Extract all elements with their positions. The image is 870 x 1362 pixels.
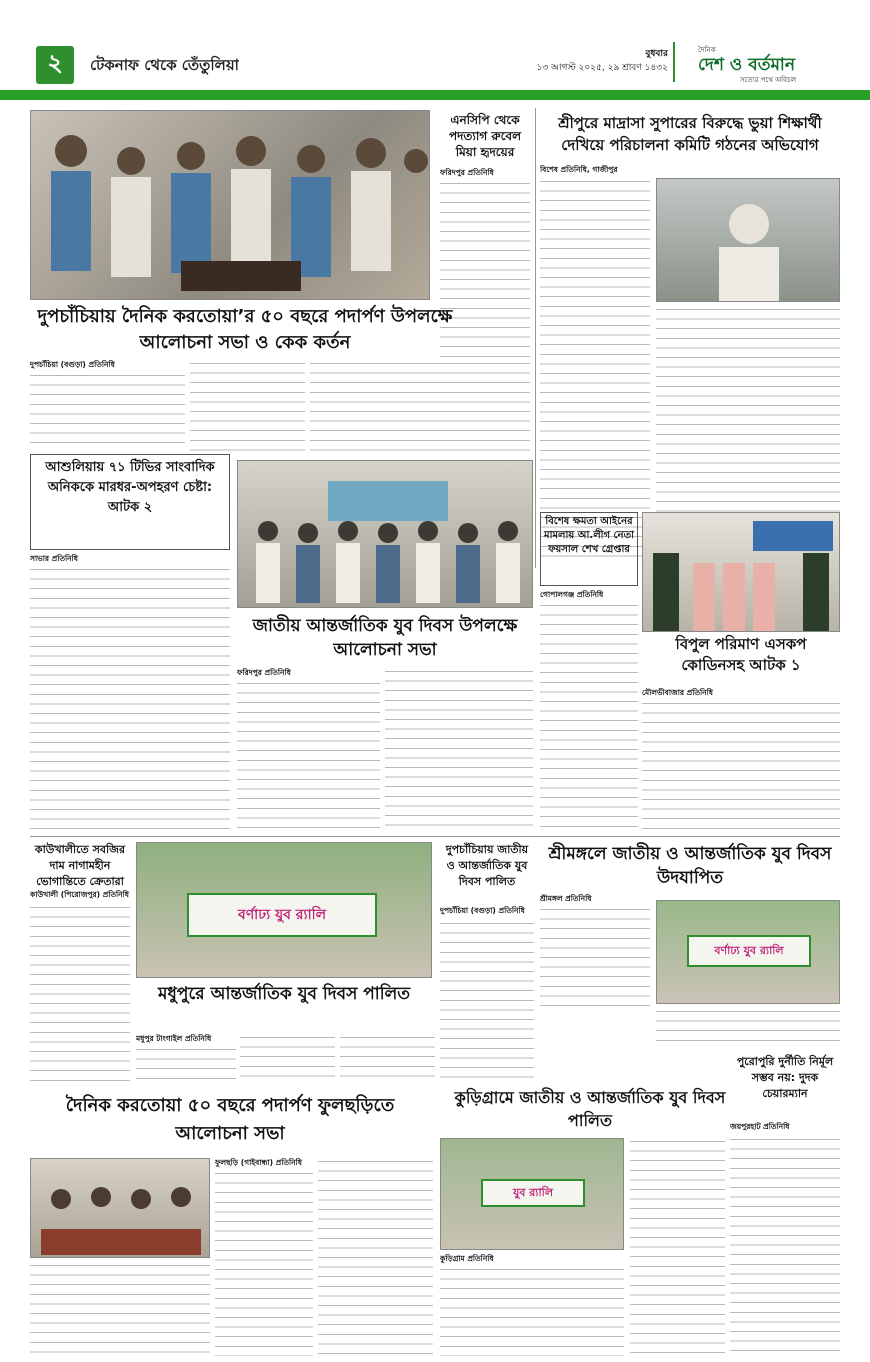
- sreemangal-photo: [656, 900, 840, 1004]
- sreemangal-body2: [656, 1008, 840, 1048]
- madhupur-headline: মধুপুরে আন্তর্জাতিক যুব দিবস পালিত: [157, 984, 411, 1004]
- kauliti-headline: কাউখালীতে সবজির দাম নাগামহীন ভোগান্তিতে ক্রেতারা: [34, 843, 126, 888]
- fulchhari-byline: ফুলছড়ি (গাইবান্ধা) প্রতিনিধি: [215, 1158, 302, 1167]
- sripur-body-col1: [540, 178, 650, 558]
- kurigram-body1: [440, 1266, 624, 1356]
- puraputi-byline: জয়পুরহাট প্রতিনিধি: [730, 1122, 790, 1131]
- brand-small: দৈনিক: [698, 46, 716, 54]
- esp-photo: [642, 512, 840, 632]
- dupchanchia-youth-byline: দুপচাঁচিয়া (বগুড়া) প্রতিনিধি: [440, 906, 525, 915]
- dupchanchia-youth-headline: দুপচাঁচিয়ায় জাতীয় ও আন্তর্জাতিক যুব দিবস পালিত: [445, 843, 529, 888]
- page-number: ২: [36, 46, 74, 84]
- youth-day-faridpur-body1: [237, 680, 380, 830]
- fulchhari-body2: [318, 1158, 433, 1356]
- person-icon: [657, 179, 840, 302]
- meeting-illustration: [31, 1159, 210, 1258]
- youth-day-faridpur-byline: ফরিদপুর প্রতিনিধি: [237, 668, 291, 677]
- kauliti-byline: কাউখালী (পিরোজপুর) প্রতিনিধি: [30, 890, 129, 899]
- esp-headline: বিপুল পরিমাণ এসকপ কোডিনসহ আটক ১: [675, 635, 807, 674]
- cake: [181, 261, 301, 291]
- publication-date: ১৩ আগস্ট ২০২৫, ২৯ শ্রাবণ ১৪৩২: [536, 63, 668, 73]
- ashulia-body: [30, 566, 230, 832]
- fulchhari-body1: [215, 1170, 313, 1356]
- karatoa-dupchanchia-body1: [30, 372, 185, 452]
- karatoa-dupchanchia-body2: [190, 360, 305, 452]
- sripur-headline: শ্রীপুরে মাদ্রাসা সুপারের বিরুদ্ধে ভুয়া শিক্ষার্থী দেখিয়ে পরিচালনা কমিটি গঠনের অভিযোগ: [558, 114, 822, 154]
- karatoa-dupchanchia-headline: দুপচাঁচিয়ায় দৈনিক করতোয়া’র ৫০ বছরে পদার্পণ উপলক্ষে আলোচনা সভা ও কেক কর্তন: [37, 306, 453, 353]
- youth-day-faridpur-headline: জাতীয় আন্তর্জাতিক যুব দিবস উপলক্ষে আলোচনা সভা: [252, 616, 518, 660]
- esp-body: [642, 700, 840, 830]
- madhupur-byline: মধুপুর টাংগাইল প্রতিনিধি: [136, 1034, 212, 1043]
- karatoa-dupchanchia-byline: দুপচাঁচিয়া (বগুড়া) প্রতিনিধি: [30, 360, 115, 369]
- row-rule: [30, 836, 840, 837]
- kauliti-body: [30, 904, 130, 1084]
- youth-rally-banner-2: বর্ণাঢ্য যুব র‍্যালি: [687, 935, 811, 967]
- puraputi-body: [730, 1136, 840, 1356]
- faisal-headline: বিশেষ ক্ষমতা আইনের মামলায় আ.লীগ নেতা ফয়সাল শেখ গ্রেপ্তার: [544, 516, 634, 555]
- header-rule: [0, 90, 870, 100]
- fulchhari-photo: [30, 1158, 210, 1258]
- column-rule: [535, 108, 536, 568]
- ashulia-headline: আশুলিয়ায় ৭১ টিভির সাংবাদিক অনিককে মারধর-অপহরণ চেষ্টা: আটক ২: [45, 460, 215, 515]
- youth-day-photo: [237, 460, 533, 608]
- brand-tagline: সত্যের পথে অবিচল: [740, 76, 797, 84]
- faisal-byline: গোপালগঞ্জ প্রতিনিধি: [540, 590, 604, 599]
- madhupur-body3: [340, 1034, 435, 1082]
- madhupur-body1: [136, 1046, 236, 1082]
- sripur-photo: [656, 178, 840, 302]
- people-illustration: [31, 111, 430, 300]
- ashulia-byline: সাভার প্রতিনিধি: [30, 554, 78, 563]
- dupchanchia-youth-body: [440, 920, 534, 1082]
- header-divider: [673, 42, 675, 82]
- police-illustration: [643, 513, 840, 632]
- section-title: টেকনাফ থেকে তেঁতুলিয়া: [90, 56, 240, 74]
- faisal-body: [540, 602, 638, 830]
- sreemangal-byline: শ্রীমঙ্গল প্রতিনিধি: [540, 894, 592, 903]
- puraputi-headline: পুরোপুরি দুর্নীতি নির্মূল সম্ভব নয়: দুদক চেয়ারম্যান: [736, 1055, 834, 1100]
- youth-rally-banner: বর্ণাঢ্য যুব র‍্যালি: [187, 893, 377, 937]
- sripur-byline: বিশেষ প্রতিনিধি, গাজীপুর: [540, 165, 618, 174]
- esp-byline: মৌলভীবাজার প্রতিনিধি: [642, 688, 713, 697]
- ncp-headline: এনসিপি থেকে পদত্যাগ রুবেল মিয়া হৃদয়ের: [448, 113, 522, 159]
- kurigram-byline: কুড়িগ্রাম প্রতিনিধি: [440, 1254, 494, 1263]
- karatoa-cake-photo: [30, 110, 430, 300]
- ncp-byline: ফরিদপুর প্রতিনিধি: [440, 168, 494, 177]
- madhupur-photo: [136, 842, 432, 978]
- sreemangal-body1: [540, 906, 650, 1006]
- sreemangal-headline: শ্রীমঙ্গলে জাতীয় ও আন্তর্জাতিক যুব দিবস উদযাপিত: [548, 844, 832, 888]
- karatoa-dupchanchia-body3: [310, 360, 530, 452]
- kurigram-photo: [440, 1138, 624, 1250]
- kurigram-body2: [630, 1138, 725, 1356]
- masthead-logo: [680, 44, 840, 86]
- kurigram-headline: কুড়িগ্রামে জাতীয় ও আন্তর্জাতিক যুব দিবস পালিত: [454, 1088, 726, 1130]
- youth-rally-banner-3: যুব র‍্যালি: [481, 1179, 585, 1207]
- youth-day-faridpur-body2: [385, 668, 533, 830]
- weekday: বুধবার: [645, 49, 668, 59]
- fulchhari-body3: [30, 1262, 210, 1356]
- madhupur-body2: [240, 1034, 335, 1082]
- fulchhari-headline: দৈনিক করতোয়া ৫০ বছরে পদার্পণ ফুলছড়িতে আলোচনা সভা: [65, 1095, 395, 1144]
- brand-name: দেশ ও বর্তমান: [698, 55, 795, 75]
- group-illustration: [238, 461, 533, 608]
